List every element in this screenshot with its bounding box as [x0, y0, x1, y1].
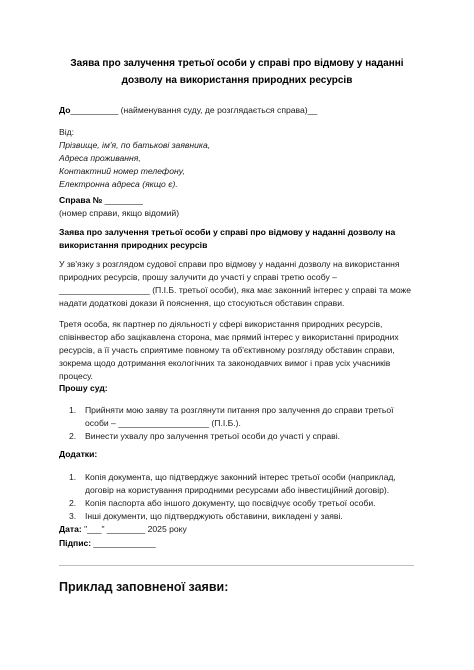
list-item: [59, 404, 429, 430]
list-item-text: Інші документи, що підтверджують обставини, викладені у заяві.: [85, 511, 343, 521]
title-line: Заява про залучення третьої особи у справі про відмову у наданні: [70, 58, 404, 69]
list-number: 1.: [69, 405, 77, 415]
attachments-list: [59, 471, 429, 523]
title-line: дозволу на використання природних ресурсів: [121, 75, 353, 86]
case-number-blank: ________: [102, 195, 143, 205]
subject-line: Заява про залучення третьої особи у справі про відмову у наданні дозволу на: [59, 227, 396, 237]
list-item: [59, 471, 429, 497]
applicant-line: Прізвище, ім'я, по батькові заявника,: [59, 140, 211, 150]
from-label: Від:: [59, 127, 75, 137]
court-addressee: [59, 104, 429, 117]
paragraph-line: ресурсів, а її участь сприятиме повному та об'єктивному розгляду обставин справи,: [59, 345, 395, 355]
horizontal-divider: [59, 565, 414, 566]
court-name-placeholder: __________ (найменування суду, де розглядається справа)__: [70, 105, 318, 115]
date-line: [59, 523, 429, 536]
paragraph-line: Третя особа, як партнер по діяльності у сфері використання природних ресурсів,: [59, 319, 383, 329]
list-item-text: Копія паспорта або іншого документу, що посвідчує особу третьої особи.: [85, 498, 376, 508]
to-label: До: [59, 105, 71, 115]
paragraph-line: ___________________ (П.І.Б. третьої особи), яка має законний інтерес у справі та може: [59, 285, 412, 295]
paragraph-line: надати додаткові докази й пояснення, що стосуються обставин справи.: [59, 298, 345, 308]
subject-heading: [59, 226, 429, 252]
list-item-text: Прийняти мою заяву та розглянути питання про залучення до справи третьої: [85, 405, 394, 415]
applicant-line: Адреса проживання,: [59, 153, 141, 163]
list-number: 3.: [69, 511, 77, 521]
list-item-text: договір на користування природними ресурсами або інвестиційний договір).: [85, 485, 390, 495]
list-item-text: Копія документа, що підтверджує законний інтерес третьої особи (наприклад,: [85, 472, 396, 482]
paragraph-line: природних ресурсів, прошу залучити до участі у справі третю особу –: [59, 272, 337, 282]
applicant-line: Контактний номер телефону,: [59, 166, 185, 176]
case-label: Справа №: [59, 195, 103, 205]
list-item: [59, 497, 429, 510]
list-number: 2.: [69, 431, 77, 441]
signature-label: Підпис:: [59, 538, 92, 548]
paragraph-line: процесу.: [59, 371, 93, 381]
signature-line: [59, 537, 429, 550]
paragraph-line: зокрема щодо дотримання екологічних та законодавчих вимог і прав усіх учасників: [59, 358, 391, 368]
list-item: [59, 510, 429, 523]
case-note: (номер справи, якщо відомий): [59, 208, 180, 218]
date-label: Дата:: [59, 524, 82, 534]
applicant-line: Електронна адреса (якщо є).: [59, 179, 178, 189]
applicant-block: [59, 126, 429, 191]
paragraph-1: [59, 258, 429, 310]
list-number: 2.: [69, 498, 77, 508]
list-item-text: особи – ___________________ (П.І.Б.).: [85, 418, 241, 428]
attachments-heading: Додатки:: [59, 449, 98, 459]
request-list: [59, 404, 429, 443]
paragraph-line: співінвестор або зацікавлена сторона, має прямий інтерес у використанні природних: [59, 332, 399, 342]
signature-blank: _____________: [91, 538, 156, 548]
list-item-text: Винести ухвалу про залучення третьої особи до участі у справі.: [85, 431, 341, 441]
document-title: [40, 55, 434, 89]
request-heading: Прошу суд:: [59, 383, 108, 393]
paragraph-2: [59, 318, 429, 383]
paragraph-line: У зв'язку з розглядом судової справи про відмову у наданні дозволу на використання: [59, 259, 400, 269]
date-blank: "___" ________ 2025 року: [81, 524, 187, 534]
subject-line: використання природних ресурсів: [59, 240, 208, 250]
list-item: [59, 430, 429, 443]
list-number: 1.: [69, 472, 77, 482]
case-number-block: [59, 194, 429, 220]
example-heading: Приклад заповненої заяви:: [59, 580, 229, 594]
